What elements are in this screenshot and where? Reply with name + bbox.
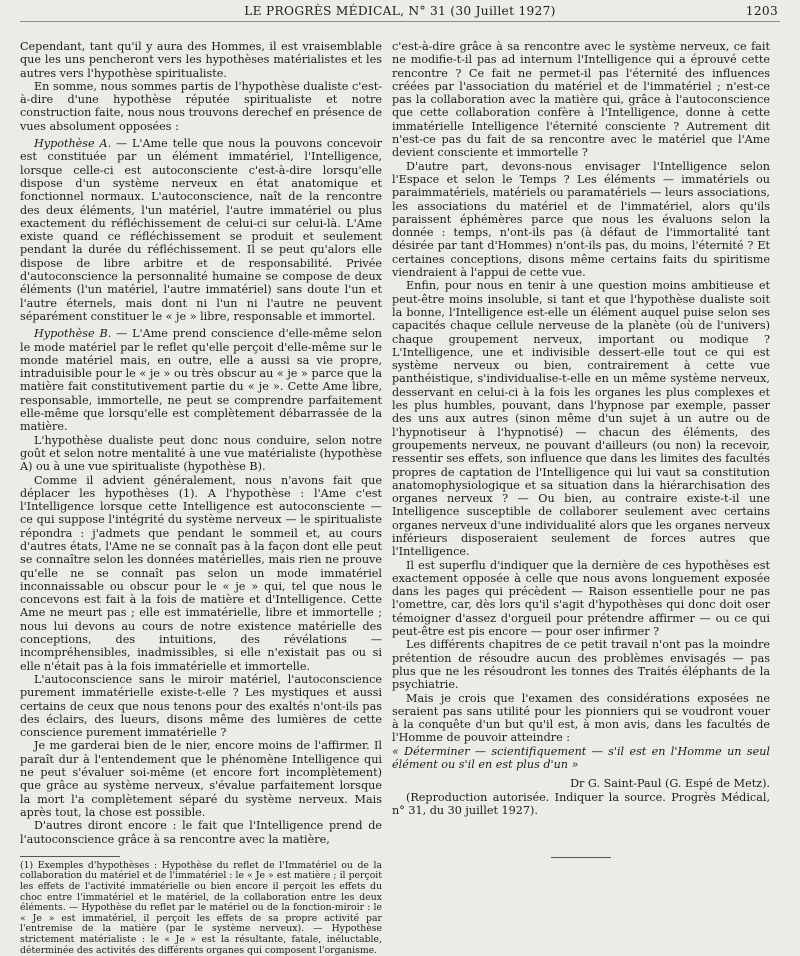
footnote-divider bbox=[20, 856, 120, 857]
footnotes bbox=[20, 856, 382, 956]
page-number: 1203 bbox=[745, 4, 778, 18]
paragraph: Enfin, pour nous en tenir à une question moins ambitieuse et peut-être moins insoluble, si tant et que l'hypothèse dualiste soit la bonne, l'Intelligence est-elle un élément auquel puise selon ses capacités chaque cellule nerveuse de la planète (où de l'univers) chaque groupement nerveux, important ou modique ? L'Intelligence, une et indivisible dessert-elle tout ce qui est système nerveux ou bien, contrairement à cette vue panthéistique, s'individualise-t-elle en un même système nerveux, desservant en celui-ci à la fois les organes les plus complexes et les plus humbles, pouvant, dans l'hypnose par exemple, passer des uns aux autres (sinon même d'un sujet à un autre ou de l'hypnotiseur à l'hypnotisé) — chacun des éléments, des groupements nerveux, ne pouvant d'ailleurs (ou non) la recevoir, ressentir ses effets, son influence que dans les limites des facultés propres de captation de l'Intelligence qui lui vaut sa constitution anatomophysiologique et sa situation dans la hiérarchisation des organes nerveux ? — Ou bien, au contraire existe-t-il une Intelligence susceptible de collaborer seulement avec certains organes nerveux d'une individualité alors que les organes nerveux inférieurs disposeraient seulement de forces autres que l'Intelligence. bbox=[392, 279, 770, 559]
journal-title: LE PROGRÈS MÉDICAL, N° 31 (30 Juillet 1927) bbox=[244, 4, 556, 18]
hypothesis-b-label: Hypothèse B. bbox=[34, 327, 112, 341]
paragraph: En somme, nous sommes partis de l'hypothèse dualiste c'est-à-dire d'une hypothèse réputée spiritualiste et notre construction faite, nous nous trouvons derechef en présence de vues absolument opposées : bbox=[20, 79, 382, 133]
paragraph: D'autre part, devons-nous envisager l'Intelligence selon l'Espace et selon le Temps ? Les éléments — immatériels ou paraimmatériels, matériels ou paramatériels — leurs associations, les associations du matériel et de l'immatériel, alors qu'ils paraissent éphémères parce que nous les évaluons selon la donnée : temps, n'ont-ils pas (à défaut de l'immortalité tant désirée par tant d'Hommes) n'ont-ils pas, du moins, l'éternité ? Et certaines conceptions, disons même certains faits du spiritisme viendraient à l'appui de cette vue. bbox=[392, 159, 770, 280]
paragraph-hypothesis-a bbox=[20, 137, 382, 323]
paragraph-hypothesis-b bbox=[20, 327, 382, 433]
paragraph: L'autoconscience sans le miroir matériel, l'autoconscience purement immatérielle existe-t-elle ? Les mystiques et aussi certains de ceux que nous tenons pour des exaltés n'ont-ils pas des éclairs, des lueurs, disons même des lumières de cette conscience purement immatérielle ? bbox=[20, 672, 382, 740]
author-signature: Dr G. Saint-Paul (G. Espé de Metz). bbox=[570, 777, 770, 791]
paragraph: Mais je crois que l'examen des considérations exposées ne seraient pas sans utilité pour les pionniers qui se voudront vouer à la conquête d'un but qu'il est, à mon avis, dans les facultés de l'Homme de pouvoir atteindre : bbox=[392, 691, 770, 745]
paragraph: Les différents chapitres de ce petit travail n'ont pas la moindre prétention de résoudre aucun des problèmes envisagés — pas plus que ne les résoudront les tonnes des Traités éléphants de la psychiatrie. bbox=[392, 638, 770, 692]
signature-block bbox=[392, 777, 770, 790]
hypothesis-a-label: Hypothèse A. bbox=[34, 137, 112, 151]
quotation: « Déterminer — scientifiquement — s'il est en l'Homme un seul élément ou s'il en est plus d'un » bbox=[392, 744, 770, 772]
footnote: (1) Exemples d'hypothèses : Hypothèse du reflet de l'Immatériel ou de la collaboration du matériel et de l'immatériel : le « Je » est matière ; il perçoit les effets de l'activité immatérielle ou bien encore il perçoit les effets du choc entre l'immatériel et le matériel, de la collaboration entre les deux éléments. — Hypothèse du reflet par le matériel ou de la fonction-miroir : le « Je » est immatériel, il perçoit les effets de sa propre activité par l'entremise de la matière (par le système nerveux). — Hypothèse strictement matérialiste : le « Je » est la résultante, fatale, inéluctable, déterminée des activités des différents organes qui composent l'organisme. bbox=[20, 859, 382, 956]
paragraph: L'hypothèse dualiste peut donc nous conduire, selon notre goût et selon notre mentalité à une vue matérialiste (hypothèse A) ou à une vue spiritualiste (hypothèse B). bbox=[20, 433, 382, 474]
left-column bbox=[20, 40, 382, 956]
paragraph: Cependant, tant qu'il y aura des Hommes, il est vraisemblable que les uns pencheront vers les hypothèses matérialistes et les autres vers l'hypothèse spiritualiste. bbox=[20, 40, 382, 80]
paragraph: Je me garderai bien de le nier, encore moins de l'affirmer. Il paraît dur à l'entendement que le phénomène Intelligence qui ne peut s'évaluer soi-même (et encore fort incomplètement) que grâce au système nerveux, s'évalue parfaitement lorsque la mort l'a complètement séparé du système nerveux. Mais après tout, la chose est possible. bbox=[20, 739, 382, 819]
hypothesis-a-text: — L'Ame telle que nous la pouvons concevoir est constituée par un élément immatériel, l'Intelligence, lorsque celle-ci est autoconsciente c'est-à-dire lorsqu'elle dispose d'un système nerveux en état anatomique et fonctionnel normaux. L'autoconscience, naît de la rencontre des deux éléments, l'un matériel, l'autre immatériel ou plus exactement du réfléchissement de celui-ci sur celui-là. L'Ame existe quand ce réfléchissement se produit et seulement pendant la durée du réfléchissement. Il se peut qu'alors elle dispose de libre arbitre et de responsabilité. Privée d'autoconscience la personnalité humaine se compose de deux éléments (l'un matériel, l'autre immatériel) sans doute l'un et l'autre éternels, mais dont ni l'un ni l'autre ne peuvent séparément constituer le « je » libre, responsable et immortel. bbox=[20, 137, 382, 323]
paragraph: Comme il advient généralement, nous n'avons fait que déplacer les hypothèses (1). A l'hypothèse : l'Ame c'est l'Intelligence lorsque cette Intelligence est autoconsciente — ce qui suppose l'intégrité du système nerveux — le spiritualiste répondra : j'admets que pendant le sommeil et, au cours d'autres états, l'Ame ne se connaît pas à la façon dont elle peut se connaître selon les données matérielles, mais rien ne prouve qu'elle ne se connaît pas selon un mode immatériel inconnaissable ou obscur pour le « je » qui, tel que nous le concevons est fait à la fois de matière et d'Intelligence. Cette Ame ne meurt pas ; elle est immatérielle, libre et immortelle ; nous lui devons au cours de notre existence matérielle des conceptions, des intuitions, des révélations — incompréhensibles, inadmissibles, si elle n'existait pas ou si elle n'était pas à la fois immatérielle et immortelle. bbox=[20, 473, 382, 673]
hypothesis-b-text: — L'Ame prend conscience d'elle-même selon le mode matériel par le reflet qu'elle perçoit d'elle-même sur le monde matériel mais, en outre, elle a aussi sa vie propre, intraduisible pour le « je » ou très obscur au « je » parce que la matière fait constitutivement partie du « je ». Cette Ame libre, responsable, immortelle, ne peut se comprendre parfaitement elle-même que lorsqu'elle est complètement débarrassée de la matière. bbox=[20, 327, 382, 434]
right-column bbox=[392, 40, 770, 858]
paragraph: c'est-à-dire grâce à sa rencontre avec le système nerveux, ce fait ne modifie-t-il pas ad internum l'Intelligence qui a éprouvé cette rencontre ? Ce fait ne permet-il pas l'éternité des influences créées par l'association du matériel et de l'immatériel ; n'est-ce pas la collaboration avec la matière qui, grâce à l'autoconscience que cette collaboration confère à l'Intelligence, donne à cette immatérielle Intelligence l'éternité consciente ? Autrement dit n'est-ce pas du fait de sa rencontre avec le matériel que l'Ame devient consciente et immortelle ? bbox=[392, 40, 770, 160]
reproduction-notice: (Reproduction autorisée. Indiquer la source. Progrès Médical, n° 31, du 30 juillet 1927). bbox=[392, 790, 770, 817]
paragraph: D'autres diront encore : le fait que l'Intelligence prend de l'autoconscience grâce à sa rencontre avec la matière, bbox=[20, 819, 382, 846]
page-header bbox=[20, 4, 780, 22]
end-divider bbox=[551, 857, 611, 858]
paragraph: Il est superflu d'indiquer que la dernière de ces hypothèses est exactement opposée à celle que nous avons longuement exposée dans les pages qui précèdent — Raison essentielle pour ne pas l'omettre, car, dès lors qu'il s'agit d'hypothèses qui donc doit oser témoigner d'assez d'orgueil pour prétendre affirmer — ou ce qui peut-être est pis encore — pour oser infirmer ? bbox=[392, 558, 770, 639]
